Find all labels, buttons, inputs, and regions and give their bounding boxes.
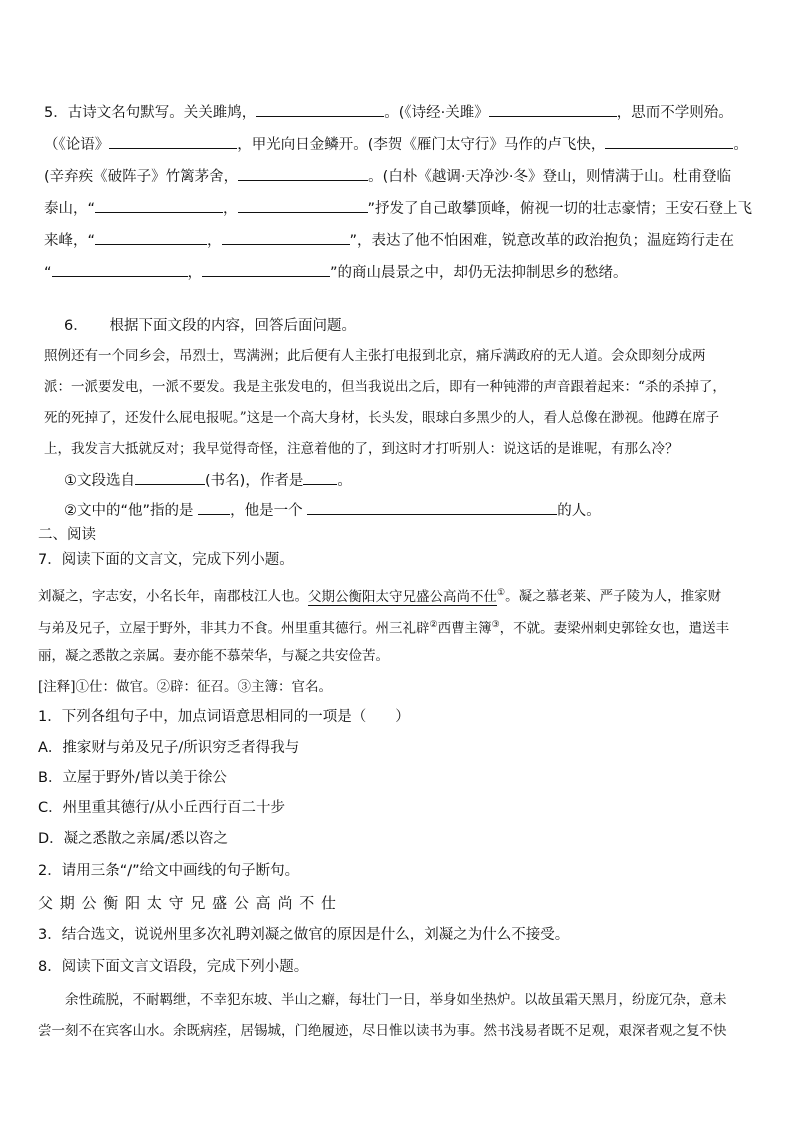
answer-blank[interactable] xyxy=(109,134,237,149)
q7-text: 刘凝之，字志安，小名长年，南郡枝江人也。 xyxy=(38,588,308,605)
q6-subquestion-2 xyxy=(64,500,601,521)
q7-sub1: 1．下列各组句子中，加点词语意思相同的一项是（ ） xyxy=(38,709,410,725)
q6-text: ，他是一个 xyxy=(230,503,303,519)
q6-passage-line: 照例还有一个同乡会，吊烈士，骂满洲；此后便有人主张打电报到北京，痛斥满政府的无人道。会众即刻分成两 xyxy=(44,348,706,364)
answer-blank[interactable] xyxy=(198,500,230,515)
q5-line-5 xyxy=(44,230,734,251)
q5-text: 泰山，“ xyxy=(44,201,96,217)
q5-text: 5．古诗文名句默写。关关雎鸠， xyxy=(44,105,257,121)
q6-passage-line: 派：一派要发电，一派不要发。我是主张发电的，但当我说出之后，即有一种钝滞的声音跟着起来：“杀的杀掉了， xyxy=(44,379,726,395)
q6-title: 6． 根据下面文段的内容，回答后面问题。 xyxy=(64,318,356,334)
q5-text: “ xyxy=(44,265,52,281)
q5-text: ”的商山晨景之中，却仍无法抑制思乡的愁绪。 xyxy=(330,265,628,281)
q5-text: ”抒发了自己敢攀顶峰，俯视一切的壮志豪情；王安石登上飞 xyxy=(367,201,753,217)
answer-blank[interactable] xyxy=(307,500,557,515)
q5-text: ， xyxy=(207,233,222,249)
answer-blank[interactable] xyxy=(222,230,350,245)
q6-text: 的人。 xyxy=(557,503,601,519)
q5-line-1 xyxy=(44,102,733,123)
answer-blank[interactable] xyxy=(605,134,733,149)
q5-text: 马作的卢飞快， xyxy=(503,137,606,153)
q5-text: 登山，则情满于山。杜甫登临 xyxy=(542,169,732,185)
q7-sub3: 3．结合选文，说说州里多次礼聘刘凝之做官的原因是什么，刘凝之为什么不接受。 xyxy=(38,927,570,943)
q5-text: 。(《诗经·关雎》 xyxy=(384,105,489,121)
q8-passage-line: 尝一刻不在宾客山水。余既病痊，居锡城，门绝履迹，尽日惟以读书为事。然书浅易者既不足观，艰深者观之复不快 xyxy=(38,1023,727,1039)
q7-passage-line: 丽，凝之悉散之亲属。妻亦能不慕荣华，与凝之共安俭苦。 xyxy=(38,648,389,664)
q5-line-4 xyxy=(44,198,752,219)
q7-text: ，不就。妻梁州刺史郭铨女也，遣送丰 xyxy=(499,620,730,637)
q7-text: 与弟及兄子，立屋于野外，非其力不食。州里重其德行。州三礼辟 xyxy=(38,620,430,637)
answer-blank[interactable] xyxy=(256,102,384,117)
answer-blank[interactable] xyxy=(238,198,368,213)
answer-blank[interactable] xyxy=(95,230,207,245)
q5-text: 来峰，“ xyxy=(44,233,96,249)
option-a[interactable]: A．推家财与弟及兄子/所识穷乏者得我与 xyxy=(38,740,300,756)
q5-text: ，思而不学则殆。 xyxy=(616,105,733,121)
q6-passage-line: 死的死掉了，还发什么屁电报呢。”这是一个高大身材，长头发，眼球白多黑少的人，看人总像在渺视。他蹲在席子 xyxy=(44,410,720,426)
q6-text: ②文中的“他”指的是 xyxy=(64,503,194,519)
answer-blank[interactable] xyxy=(303,470,337,485)
footnote-marker: ② xyxy=(429,620,438,630)
q7-passage-line xyxy=(38,583,721,607)
option-c[interactable]: C．州里重其德行/从小丘西行百二十步 xyxy=(38,800,286,816)
q7-text: 西曹主簿 xyxy=(437,620,492,637)
q5-line-3 xyxy=(44,166,731,187)
q6-text: 。 xyxy=(337,473,352,489)
q8-passage-line: 余性疏脱，不耐羁绁，不幸犯东坡、半山之癖，每壮门一日，举身如坐热炉。以故虽霜天黑月，纷庞冗杂，意未 xyxy=(38,992,727,1008)
q5-line-2 xyxy=(44,134,748,155)
underlined-sentence: 父期公衡阳太守兄盛公高尚不仕 xyxy=(308,588,497,605)
answer-blank[interactable] xyxy=(202,262,330,277)
q5-text: 。(白朴《越调·天净沙·冬》 xyxy=(368,169,543,185)
q5-text: ， xyxy=(187,265,203,281)
q5-text: （《论语》 xyxy=(44,137,110,153)
q5-text: 竹篱茅舍， xyxy=(165,169,239,185)
q6-subquestion-1 xyxy=(64,470,352,491)
footnote-marker: ① xyxy=(497,588,506,598)
answer-blank[interactable] xyxy=(95,198,223,213)
q5-text: ，甲光向日金鳞开。(李贺《雁门太守行》 xyxy=(237,137,504,153)
q8-title: 8．阅读下面文言文语段，完成下列小题。 xyxy=(38,959,309,975)
q7-passage-line xyxy=(38,615,729,639)
q7-sub2: 2．请用三条“/”给文中画线的句子断句。 xyxy=(38,863,300,879)
q6-text: ①文段选自 xyxy=(64,473,135,489)
q7-notes: [注释]①仕：做官。②辟：征召。③主簿：官名。 xyxy=(38,679,333,695)
q5-text: ”，表达了他不怕困难，锐意改革的政治抱负；温庭筠行走在 xyxy=(349,233,735,249)
option-d[interactable]: D．凝之悉散之亲属/悉以咨之 xyxy=(38,831,229,847)
answer-blank[interactable] xyxy=(489,102,617,117)
q7-title: 7．阅读下面的文言文，完成下列小题。 xyxy=(38,552,294,568)
option-b[interactable]: B．立屋于野外/皆以美于徐公 xyxy=(38,770,227,786)
footnote-marker: ③ xyxy=(491,620,500,630)
q6-text: (书名)，作者是 xyxy=(205,473,304,489)
answer-blank[interactable] xyxy=(238,166,368,181)
q5-text: (辛弃疾《破阵子》 xyxy=(44,169,166,185)
q5-text: ， xyxy=(223,201,238,217)
q7-text: 。凝之慕老莱、严子陵为人，推家财 xyxy=(505,588,722,605)
answer-blank[interactable] xyxy=(52,262,188,277)
sentence-to-punctuate: 父 期 公 衡 阳 太 守 兄 盛 公 高 尚 不 仕 xyxy=(38,894,337,912)
q5-line-6 xyxy=(44,262,628,283)
q6-passage-line: 上，我发言大抵就反对；我早觉得奇怪，注意着他的了，到这时才打听别人：说这话的是谁呢，有那么冷？ xyxy=(44,441,679,457)
q5-text: 。 xyxy=(733,137,748,153)
answer-blank[interactable] xyxy=(135,470,205,485)
section-heading: 二、阅读 xyxy=(38,527,96,543)
